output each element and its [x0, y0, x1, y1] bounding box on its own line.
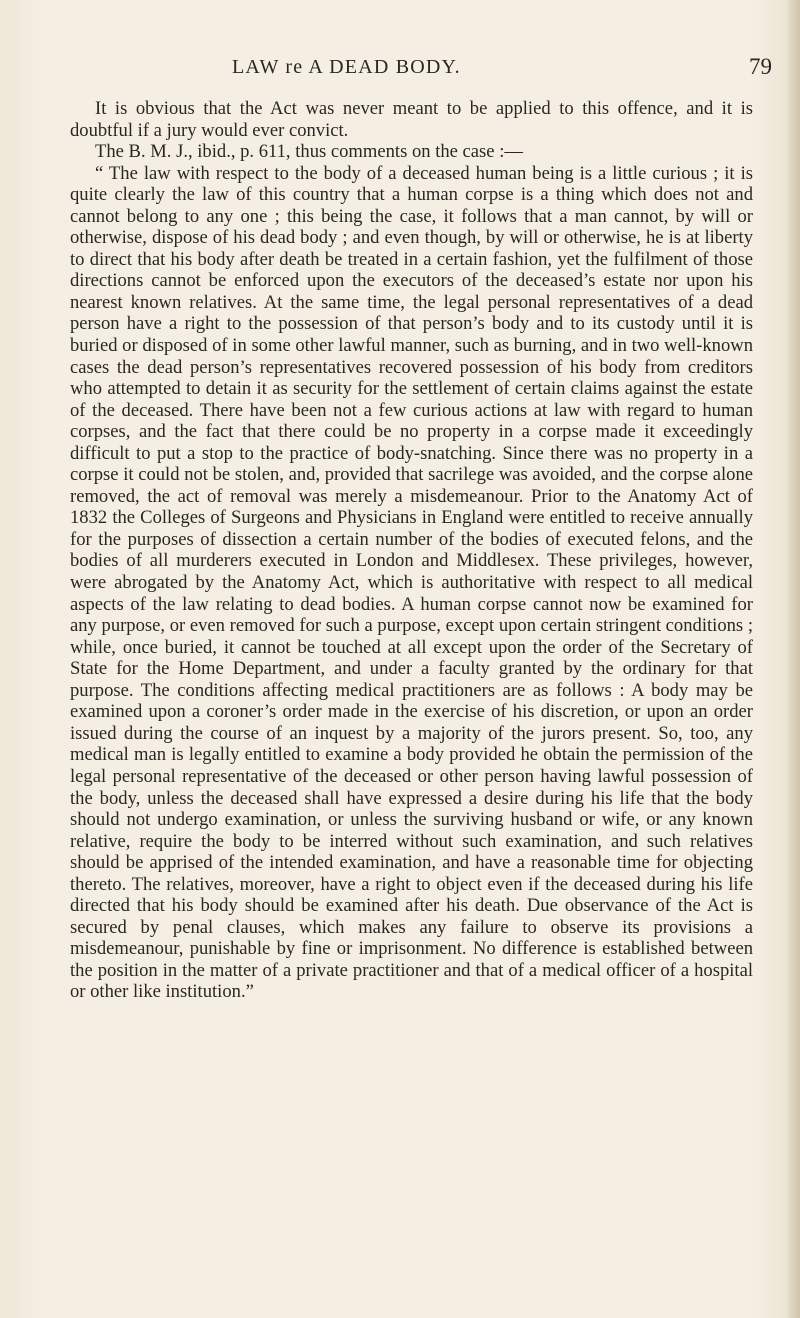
- page-edge-shadow: [786, 0, 800, 1318]
- page-header: [232, 56, 772, 86]
- paragraph-quotation: “ The law with respect to the body of a deceased human being is a little curious ; it is quite clearly the law of this country that a human corpse is a thing which does not and cannot belong to any one ; this being the case, it follows that a man cannot, by will or otherwise, dispose of his dead body ; and even though, by will or otherwise, he is at liberty to direct that his body after death be treated in a certain fashion, yet the fulfilment of those directions cannot be enforced upon the executors of the deceased’s estate nor upon his nearest known relatives. At the same time, the legal personal representatives of a dead person have a right to the possession of that person’s body and to its custody until it is buried or disposed of in some other lawful manner, such as burning, and in two well-known cases the dead person’s representatives recovered possession of his body from creditors who attempted to detain it as security for the settlement of certain claims against the estate of the deceased. There have been not a few curious actions at law with regard to human corpses, and the fact that there could be no property in a corpse made it exceedingly difficult to put a stop to the practice of body-snatching. Since there was no property in a corpse it could not be stolen, and, provided that sacrilege was avoided, and the corpse alone removed, the act of removal was merely a misdemeanour. Prior to the Anatomy Act of 1832 the Colleges of Surgeons and Physicians in England were entitled to receive annually for the purposes of dissection a certain number of the bodies of executed felons, and the bodies of all murderers executed in London and Middlesex. These privileges, however, were abrogated by the Anatomy Act, which is authoritative with respect to all medical aspects of the law relating to dead bodies. A human corpse cannot now be examined for any purpose, or even removed for such a purpose, except upon certain stringent conditions ; while, once buried, it cannot be touched at all except upon the order of the Secretary of State for the Home Department, and under a faculty granted by the ordinary for that purpose. The conditions affecting medical practitioners are as follows : A body may be examined upon a coroner’s order made in the exercise of his discretion, or upon an order issued during the course of an inquest by a majority of the jurors present. So, too, any medical man is legally entitled to examine a body provided he obtain the permission of the legal personal representative of the deceased or other person having lawful possession of the body, unless the deceased shall have expressed a desire during his life that the body should not undergo examination, or unless the surviving husband or wife, or any known relative, require the body to be interred without such examination, and such relatives should be apprised of the intended examination, and have a reasonable time for objecting thereto. The relatives, moreover, have a right to object even if the deceased during his life directed that his body should be examined after his death. Due observance of the Act is secured by penal clauses, which makes any failure to observe its provisions a misdemeanour, punishable by fine or imprisonment. No difference is established between the position in the matter of a private practitioner and that of a medical officer of a hospital or other like institution.”: [70, 162, 753, 1003]
- paragraph-intro: It is obvious that the Act was never meant to be applied to this offence, and it is doubtful if a jury would ever convict.: [70, 98, 753, 141]
- body-text: [70, 98, 753, 1003]
- page-number: 79: [749, 54, 772, 79]
- running-title: LAW re A DEAD BODY.: [232, 56, 461, 78]
- paragraph-citation: The B. M. J., ibid., p. 611, thus comments on the case :—: [95, 141, 523, 163]
